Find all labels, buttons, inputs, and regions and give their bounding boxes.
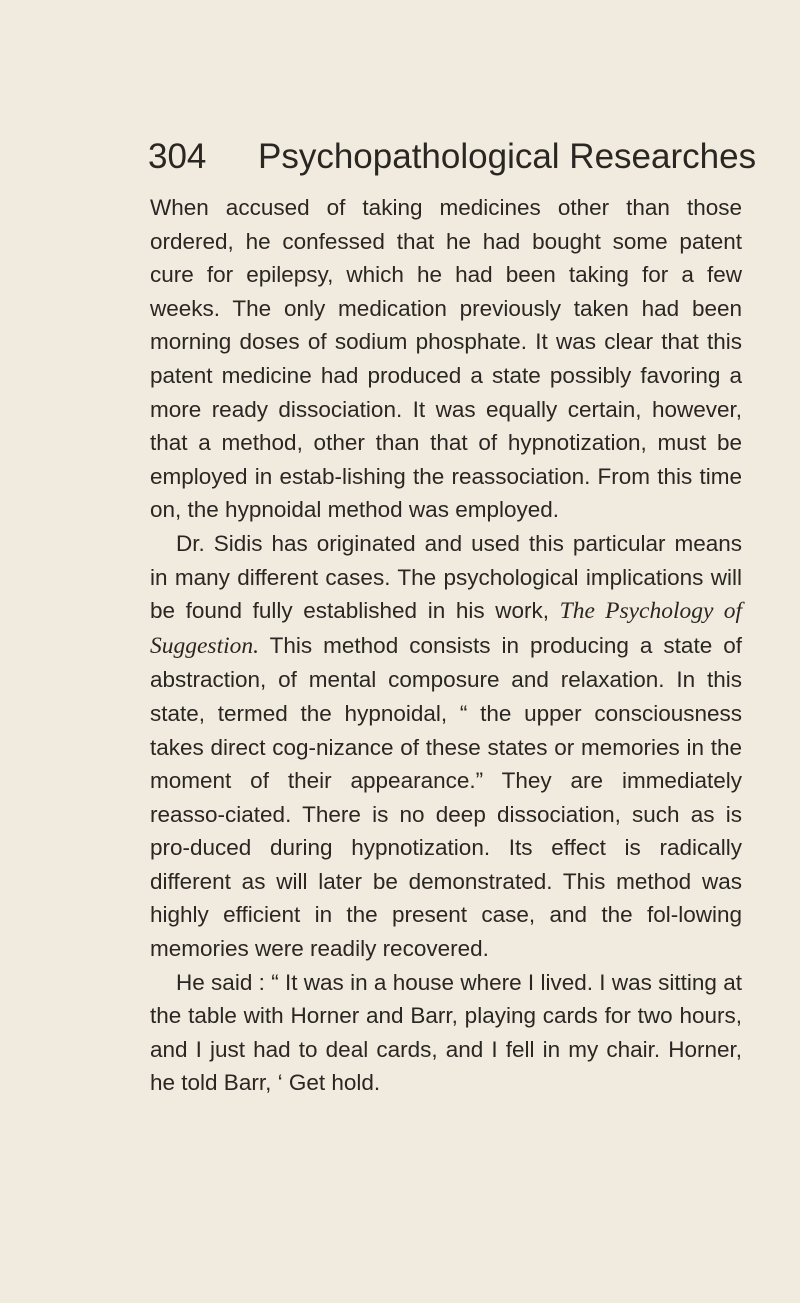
body-text	[150, 191, 742, 1100]
paragraph-2-text-before: Dr. Sidis has originated and used this particular means in many different cases. The psychological implications will be found fully established in his work,	[150, 530, 742, 624]
paragraph-1: When accused of taking medicines other than those ordered, he confessed that he had bought some patent cure for epilepsy, which he had been taking for a few weeks. The only medication previously taken had been morning doses of sodium phosphate. It was clear that this patent medicine had produced a state possibly favoring a more ready dissociation. It was equally certain, however, that a method, other than that of hypnotization, must be employed in estab-lishing the reassociation. From this time on, the hypnoidal method was employed.	[150, 195, 742, 523]
book-title-italic: The Psychology of Suggestion.	[150, 598, 742, 659]
paragraph-3: He said : “ It was in a house where I lived. I was sitting at the table with Horner and Barr, playing cards for two hours, and I just had to deal cards, and I fell in my chair. Horner, he told Barr, ‘ Get hold.	[150, 969, 742, 1096]
running-title: Psychopathological Researches	[258, 137, 757, 176]
paragraph-2	[150, 527, 742, 966]
page-number: 304	[148, 137, 207, 176]
paragraph-2-text-after: This method consists in producing a state of abstraction, of mental composure and relaxation. In this state, termed the hypnoidal, “ the upper consciousness takes direct cog-nizance of these states or memories in the moment of their appearance.” They are immediately reasso-ciated. There is no deep dissociation, such as is pro-duced during hypnotization. Its effect is radically different as will later be demonstrated. This method was highly efficient in the present case, and the fol-lowing memories were readily recovered.	[150, 632, 742, 962]
running-head	[148, 135, 757, 185]
